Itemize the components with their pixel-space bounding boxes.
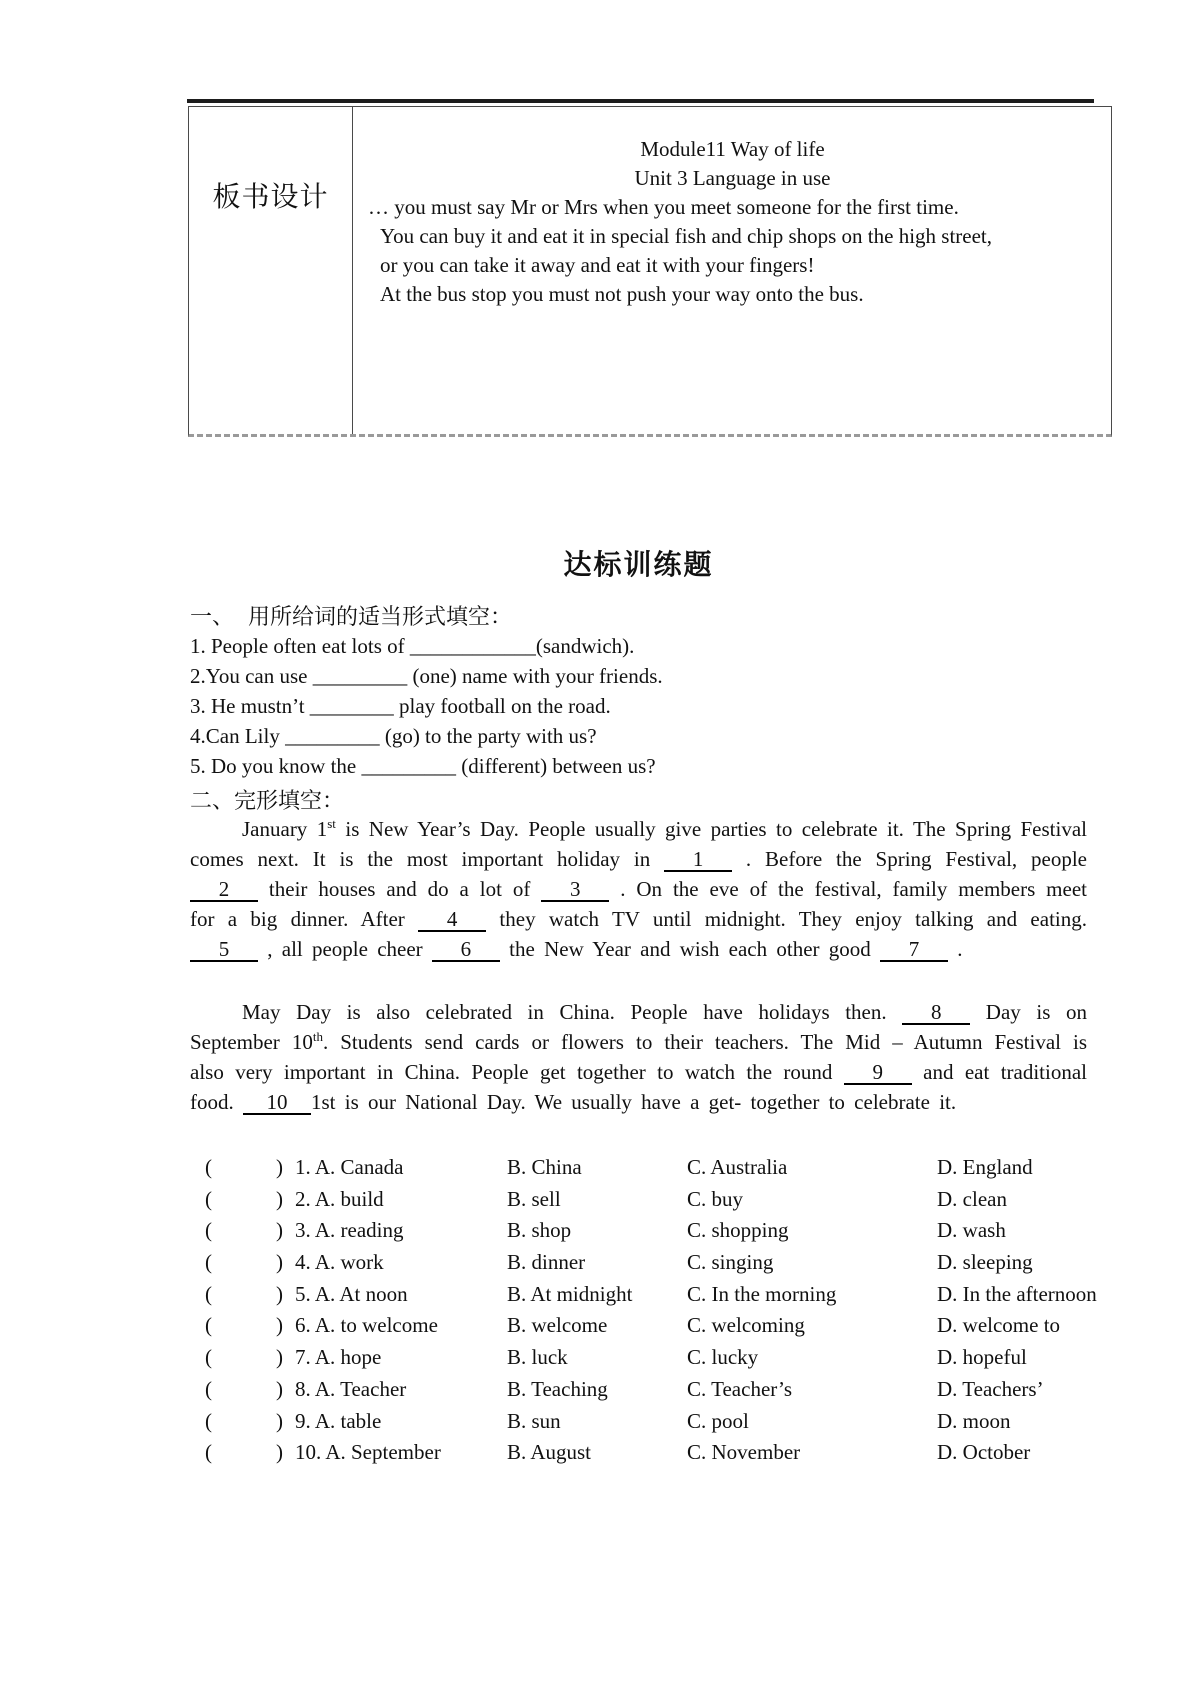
option-d: D. October: [937, 1440, 1031, 1465]
board-note-line: At the bus stop you must not push your way onto the bus.: [380, 282, 864, 306]
cloze-blank: 3: [541, 878, 609, 902]
paren-close: ): [276, 1345, 283, 1370]
paren-open: (: [205, 1408, 212, 1433]
paren-open: (: [205, 1155, 212, 1179]
fill-blank-item: 3. He mustn’t ________ play football on the road.: [190, 694, 611, 718]
mcq-row: [190, 1152, 1130, 1184]
option-b: B. August: [507, 1440, 592, 1465]
mcq-row: [190, 1310, 1130, 1342]
paren-open: (: [205, 1218, 212, 1243]
option-c: C. Teacher’s: [687, 1376, 793, 1401]
paren-close: ): [276, 1440, 283, 1465]
cloze-blank: 5: [190, 938, 258, 962]
cloze-blank: 8: [902, 1001, 970, 1025]
section1-number: 一、: [190, 604, 235, 629]
mcq-row: [190, 1406, 1130, 1438]
mcq-options-block: [190, 1152, 1130, 1469]
answer-paren: [205, 1215, 283, 1247]
board-note-line: You can buy it and eat it in special fish and chip shops on the high street,: [380, 224, 993, 248]
option-a: 9. A. table: [295, 1408, 382, 1433]
fill-blank-item: 5. Do you know the _________ (different) between us?: [190, 754, 656, 778]
option-a: 2. A. build: [295, 1186, 384, 1211]
board-notes: [368, 193, 1097, 309]
paren-open: (: [205, 1281, 212, 1306]
answer-paren: [205, 1310, 283, 1342]
fill-blank-item: 1. People often eat lots of ____________(sandwich).: [190, 634, 635, 658]
answer-paren: [205, 1374, 283, 1406]
board-design-content: [354, 107, 1111, 434]
mcq-row: [190, 1342, 1130, 1374]
option-d: D. England: [937, 1155, 1033, 1179]
option-a: 10. A. September: [295, 1440, 441, 1465]
board-note-line: or you can take it away and eat it with your fingers!: [380, 253, 815, 277]
section1-heading: [190, 600, 512, 631]
mcq-row: [190, 1215, 1130, 1247]
option-c: C. welcoming: [687, 1313, 805, 1338]
option-a: 7. A. hope: [295, 1345, 382, 1370]
section2-number: 二、: [190, 788, 235, 813]
answer-paren: [205, 1406, 283, 1438]
option-b: B. China: [507, 1155, 582, 1179]
board-design-table: [188, 106, 1112, 437]
option-b: B. At midnight: [507, 1281, 633, 1306]
option-b: B. sell: [507, 1186, 561, 1211]
mcq-row: [190, 1374, 1130, 1406]
board-design-label: 板书设计: [212, 182, 329, 213]
fill-blank-item: 4.Can Lily _________ (go) to the party with us?: [190, 724, 597, 748]
option-d: D. In the afternoon: [937, 1281, 1097, 1306]
top-rule-divider: [187, 99, 1094, 103]
answer-paren: [205, 1342, 283, 1374]
paren-close: ): [276, 1408, 283, 1433]
mcq-row: [190, 1279, 1130, 1311]
cloze-blank: 7: [880, 938, 948, 962]
board-note-line: … you must say Mr or Mrs when you meet someone for the first time.: [368, 195, 959, 219]
cloze-paragraph-1: January 1st is New Year’s Day. People usually give parties to celebrate it. The Spring Festival comes next. It is the most important holiday in 1 . Before the Spring Festival, people 2 their houses and do a lot of 3 . On the eve of the festival, family members meet for a big dinner. After 4 they watch TV until midnight. They enjoy talking and eating.5 , all people cheer 6 the New Year and wish each other good 7 .: [190, 816, 1087, 961]
option-a: 3. A. reading: [295, 1218, 404, 1243]
option-b: B. welcome: [507, 1313, 608, 1338]
option-d: D. Teachers’: [937, 1376, 1044, 1401]
paren-close: ): [276, 1313, 283, 1338]
option-a: 4. A. work: [295, 1250, 384, 1275]
option-c: C. In the morning: [687, 1281, 837, 1306]
option-d: D. sleeping: [937, 1250, 1033, 1275]
option-c: C. singing: [687, 1250, 774, 1275]
paren-open: (: [205, 1345, 212, 1370]
section2-label: 完形填空：: [234, 788, 345, 813]
cloze-blank: 9: [844, 1061, 912, 1085]
board-design-label-cell: [189, 107, 353, 434]
answer-paren: [205, 1152, 283, 1184]
cloze-blank: 6: [432, 938, 500, 962]
paren-close: ): [276, 1186, 283, 1211]
unit-heading: Unit 3 Language in use: [634, 166, 831, 190]
paren-close: ): [276, 1218, 283, 1243]
paren-open: (: [205, 1440, 212, 1465]
answer-paren: [205, 1184, 283, 1216]
cloze-paragraph-2: May Day is also celebrated in China. People have holidays then. 8 Day is on September 10th. Students send cards or flowers to their teachers. The Mid – Autumn Festival is also very important in China. People get together to watch the round 9 and eat traditional food. 10 1st is our National Day. We usually have a get- together to celebrate it.: [190, 1000, 1088, 1114]
paren-open: (: [205, 1186, 212, 1211]
option-a: 5. A. At noon: [295, 1281, 408, 1306]
option-c: C. November: [687, 1440, 801, 1465]
cloze-blank: 10: [243, 1091, 311, 1115]
paren-open: (: [205, 1313, 212, 1338]
option-b: B. sun: [507, 1408, 561, 1433]
mcq-row: [190, 1437, 1130, 1469]
option-c: C. buy: [687, 1186, 744, 1211]
option-a: 8. A. Teacher: [295, 1376, 407, 1401]
fill-blank-list: [190, 631, 1087, 781]
paren-open: (: [205, 1376, 212, 1401]
option-c: C. Australia: [687, 1155, 788, 1179]
mcq-row: [190, 1184, 1130, 1216]
option-d: D. wash: [937, 1218, 1006, 1243]
option-c: C. pool: [687, 1408, 749, 1433]
cloze-blank: 1: [664, 848, 732, 872]
option-a: 1. A. Canada: [295, 1155, 404, 1179]
practice-title: 达标训练题: [563, 550, 714, 581]
option-d: D. clean: [937, 1186, 1007, 1211]
option-d: D. welcome to: [937, 1313, 1061, 1338]
option-c: C. lucky: [687, 1345, 759, 1370]
answer-paren: [205, 1279, 283, 1311]
option-c: C. shopping: [687, 1218, 789, 1243]
paren-close: ): [276, 1281, 283, 1306]
paren-close: ): [276, 1250, 283, 1275]
option-b: B. dinner: [507, 1250, 586, 1275]
answer-paren: [205, 1247, 283, 1279]
cloze-blank: 4: [418, 908, 486, 932]
paren-close: ): [276, 1376, 283, 1401]
section1-label: 用所给词的适当形式填空：: [248, 604, 513, 629]
option-b: B. Teaching: [507, 1376, 608, 1401]
mcq-row: [190, 1247, 1130, 1279]
paren-close: ): [276, 1155, 283, 1179]
module-heading: Module11 Way of life: [640, 137, 825, 161]
option-d: D. hopeful: [937, 1345, 1027, 1370]
fill-blank-item: 2.You can use _________ (one) name with your friends.: [190, 664, 663, 688]
option-a: 6. A. to welcome: [295, 1313, 438, 1338]
answer-paren: [205, 1437, 283, 1469]
option-b: B. luck: [507, 1345, 568, 1370]
paren-open: (: [205, 1250, 212, 1275]
section2-heading: [190, 784, 344, 815]
cloze-blank: 2: [190, 878, 258, 902]
option-b: B. shop: [507, 1218, 572, 1243]
option-d: D. moon: [937, 1408, 1011, 1433]
